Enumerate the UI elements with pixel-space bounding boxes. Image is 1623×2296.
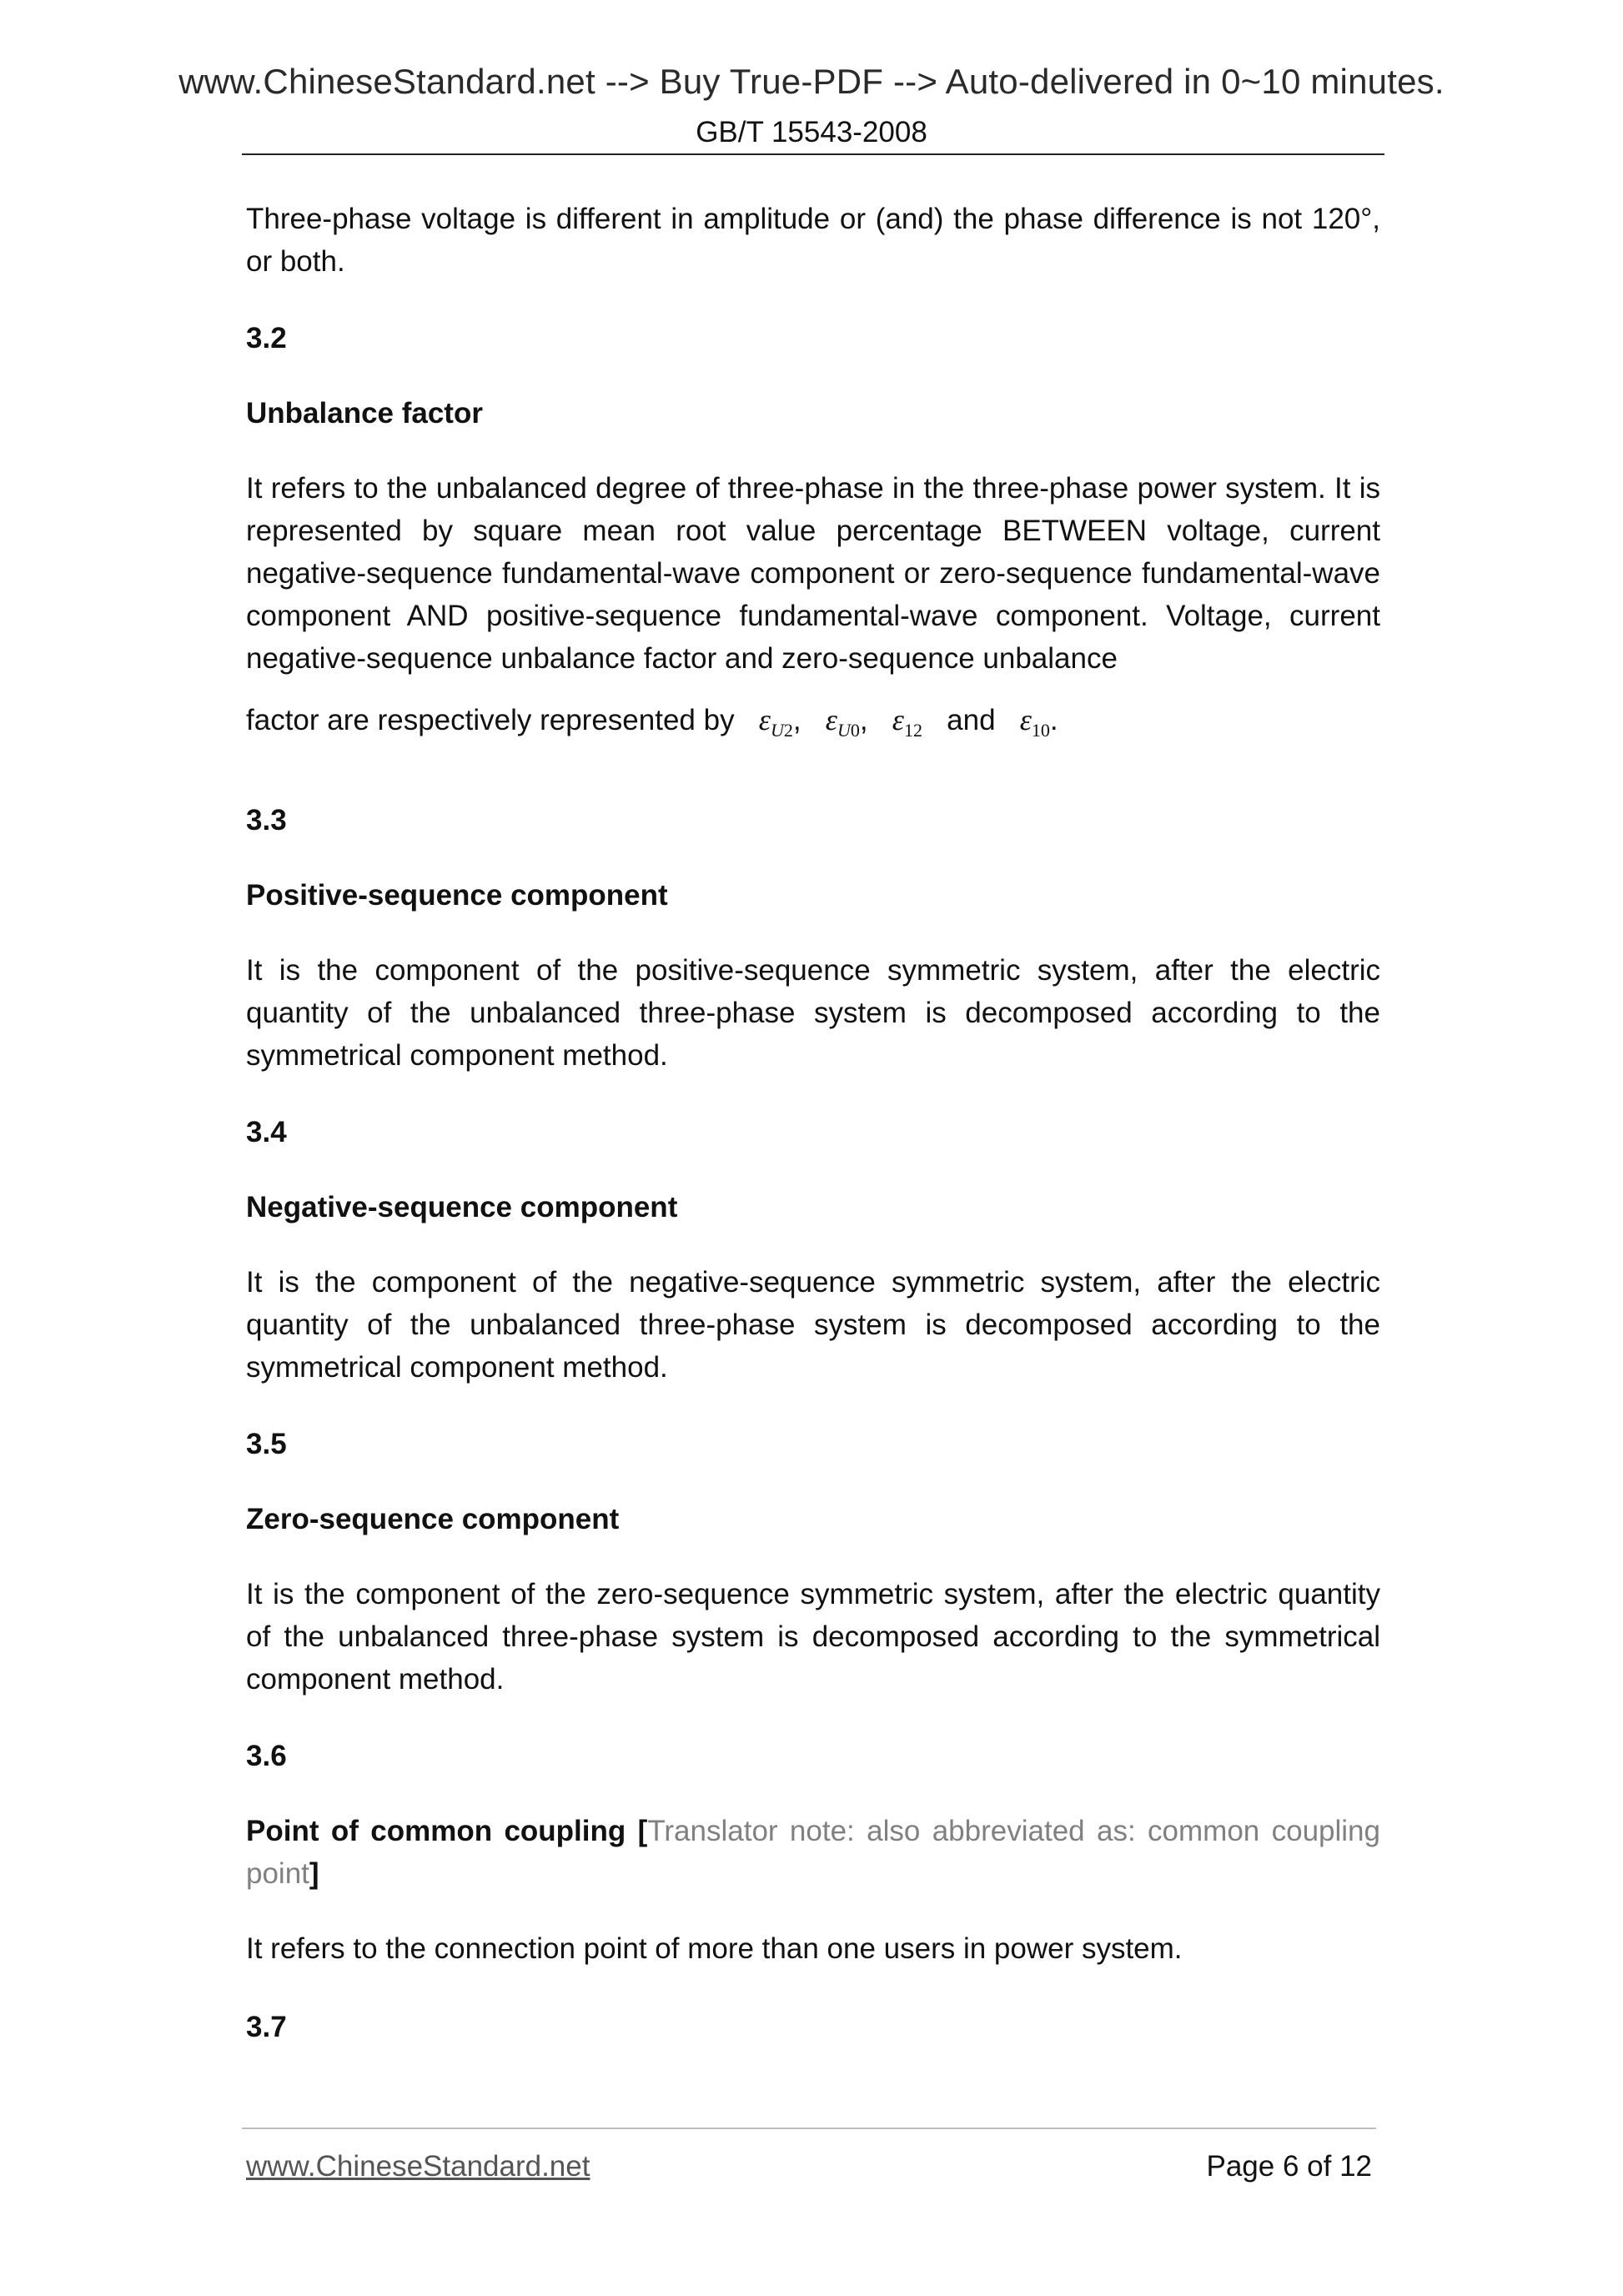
page-number: Page 6 of 12 (1206, 2150, 1372, 2183)
section-body: It refers to the unbalanced degree of three-phase in the three-phase power system. It is represented by square mean root value percentage BETWEEN voltage, current negative-sequence fundamental-wave component or zero-sequence fundamental-wave component AND positive-sequence fundamental-wave component. Voltage, current negative-sequence unbalance factor and zero-sequence unbalance (246, 472, 1380, 675)
section-term: Negative-sequence component (246, 1191, 678, 1223)
epsilon-12-symbol: $\varepsilon_{12}$ (892, 703, 922, 741)
epsilon-u2-symbol: $\varepsilon_{U2}$ (758, 703, 793, 741)
section-number: 3.5 (246, 1428, 287, 1460)
and-word: and (947, 704, 996, 736)
intro-paragraph: Three-phase voltage is different in amplitude or (and) the phase difference is not 120°, or both. (246, 203, 1380, 278)
section-number: 3.2 (246, 322, 287, 354)
section-term: Point of common coupling (246, 1815, 626, 1847)
section-body-tail (246, 699, 1380, 751)
section-body: It is the component of the positive-sequence symmetric system, after the electric quantity of the unbalanced three-phase system is decomposed according to the symmetrical component method. (246, 954, 1380, 1072)
section-term: Unbalance factor (246, 397, 483, 430)
epsilon-10-symbol: $\varepsilon_{10}$ (1019, 703, 1050, 741)
section-body: It is the component of the zero-sequence symmetric system, after the electric quantity of the unbalanced three-phase system is decomposed according to the symmetrical component method. (246, 1578, 1380, 1696)
translator-note: Translator note: also abbreviated as: common coupling point (246, 1815, 1380, 1890)
end-mark: . (1049, 704, 1058, 736)
section-body: It is the component of the negative-sequence symmetric system, after the electric quantity of the unbalanced three-phase system is decomposed according to the symmetrical component method. (246, 1266, 1380, 1384)
section-number: 3.7 (246, 2011, 287, 2043)
section-number: 3.3 (246, 804, 287, 837)
document-number: GB/T 15543-2008 (696, 116, 927, 148)
banner: www.ChineseStandard.net --> Buy True-PDF --> Auto-delivered in 0~10 minutes. (178, 62, 1445, 101)
header-rule (242, 153, 1384, 155)
footer-rule (242, 2128, 1376, 2129)
footer-site-link[interactable]: www.ChineseStandard.net (246, 2150, 590, 2183)
section-number: 3.6 (246, 1740, 287, 1772)
section-number: 3.4 (246, 1116, 287, 1148)
bracket-open: [ (637, 1815, 648, 1847)
body-tail-text: factor are respectively represented by (246, 704, 735, 736)
section-term: Zero-sequence component (246, 1503, 620, 1535)
section-term-with-note (246, 1810, 1380, 1895)
separator: , (859, 704, 868, 736)
section-term: Positive-sequence component (246, 879, 668, 912)
section-body: It refers to the connection point of more than one users in power system. (246, 1932, 1183, 1965)
epsilon-u0-symbol: $\varepsilon_{U0}$ (825, 703, 860, 741)
separator: , (792, 704, 801, 736)
bracket-close: ] (309, 1857, 319, 1890)
